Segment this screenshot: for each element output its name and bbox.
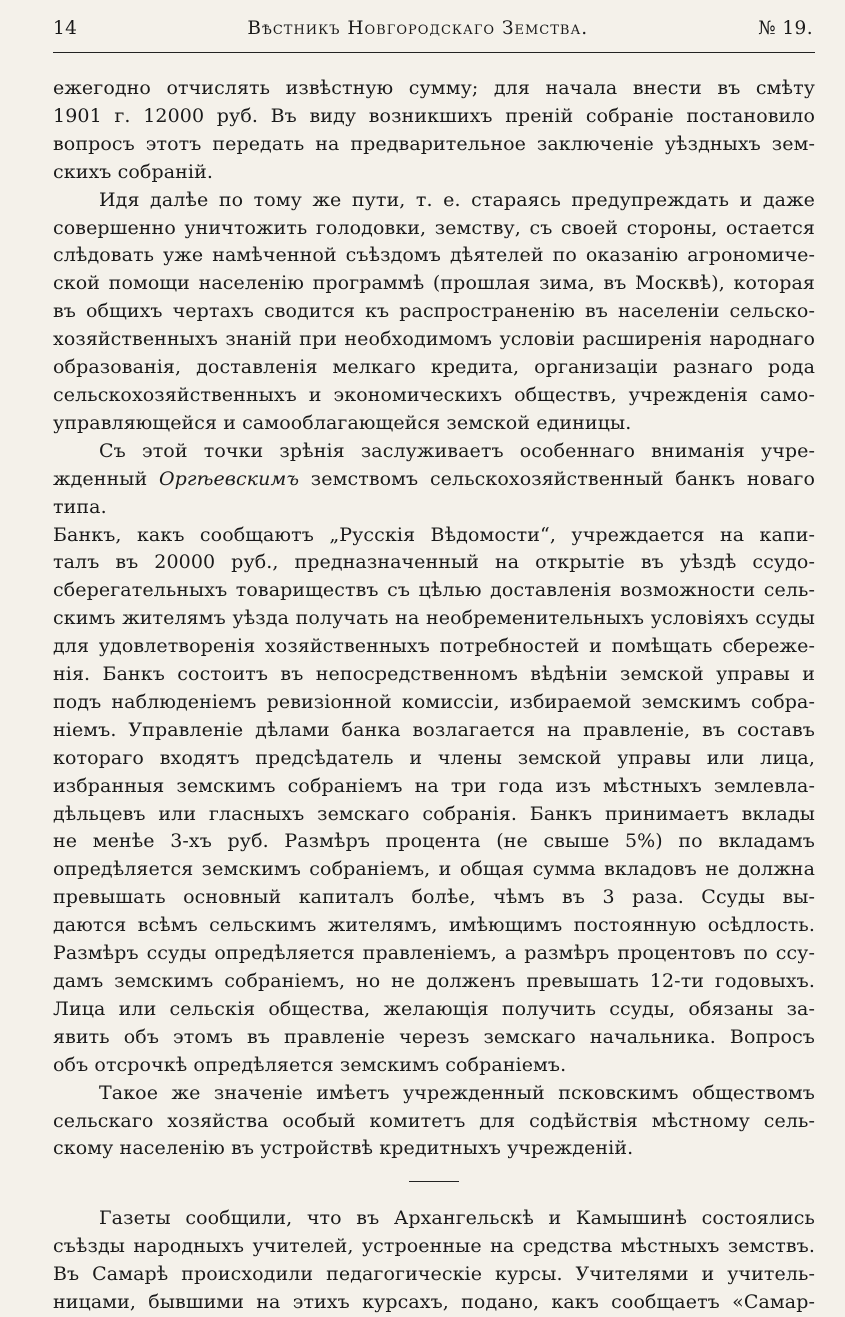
text-line: ской помощи населенію программѣ (прошлая зима, въ Москвѣ), которая <box>53 272 815 295</box>
italic-place-name: Оргѣевскимъ <box>158 467 300 490</box>
article-body <box>53 75 815 1317</box>
journal-title: Вѣстникъ Новгородскаго Земства. <box>247 18 589 39</box>
text-line: не менѣе 3-хъ руб. Размѣръ процента (не свыше 5%) по вкладамъ <box>53 830 815 853</box>
text-line: ницами, бывшими на этихъ курсахъ, подано, какъ сообщаетъ «Самар- <box>53 1291 815 1314</box>
text-line: вопросъ этотъ передать на предварительное заключеніе уѣздныхъ зем- <box>53 132 815 155</box>
text-line: котораго входятъ предсѣдатель и члены земской управы или лица, <box>53 746 815 769</box>
text-line: сельскохозяйственныхъ и экономическихъ обществъ, учрежденія само- <box>53 383 815 406</box>
text-line: въ общихъ чертахъ сводится къ распространенію въ населеніи сельско- <box>53 300 815 323</box>
text-line: съѣзды народныхъ учителей, устроенные на средства мѣстныхъ земствъ. <box>53 1235 815 1258</box>
text-line: явить объ этомъ въ правленіе черезъ земскаго начальника. Вопросъ <box>53 1025 815 1048</box>
section-separator <box>53 1167 815 1195</box>
text-line: сельскаго хозяйства особый комитетъ для содѣйствія мѣстному сель- <box>53 1109 815 1132</box>
text-line: Съ этой точки зрѣнія заслуживаетъ особеннаго вниманія учре- <box>99 439 815 462</box>
text-line: опредѣляется земскимъ собраніемъ, и общая сумма вкладовъ не должна <box>53 858 815 881</box>
text-line: дѣльцевъ или гласныхъ земскаго собранія. Банкъ принимаетъ вклады <box>53 802 815 825</box>
text-line: превышать основный капиталъ болѣе, чѣмъ въ 3 раза. Ссуды вы- <box>53 886 815 909</box>
text-line: скимъ жителямъ уѣзда получать на необременительныхъ условіяхъ ссуды <box>53 607 815 630</box>
issue-number: № 19. <box>758 18 813 39</box>
text-line: Размѣръ ссуды опредѣляется правленіемъ, а размѣръ процентовъ по ссу- <box>53 942 815 965</box>
text-line: дамъ земскимъ собраніемъ, но не долженъ превышать 12-ти годовыхъ. <box>53 970 815 992</box>
text-line: сберегательныхъ товариществъ съ цѣлью доставленія возможности сель- <box>53 579 815 602</box>
text-line: Въ Самарѣ происходили педагогическіе курсы. Учителями и учитель- <box>53 1263 815 1286</box>
text-line: скихъ собраній. <box>53 160 213 183</box>
text-line: для удовлетворенія хозяйственныхъ потребностей и помѣщать сбереже- <box>53 635 815 658</box>
text-line: избранныя земскимъ собраніемъ на три года изъ мѣстныхъ землевла- <box>53 774 815 797</box>
text-line: подъ наблюденіемъ ревизіонной комиссіи, избираемой земскимъ собра- <box>53 690 815 713</box>
text-line: Такое же значеніе имѣетъ учрежденный псковскимъ обществомъ <box>99 1081 815 1104</box>
text-line: объ отсрочкѣ опредѣляется земскимъ собраніемъ. <box>53 1053 567 1076</box>
text-line: даются всѣмъ сельскимъ жителямъ, имѣющимъ постоянную осѣдлость. <box>53 914 815 937</box>
text-line: Банкъ, какъ сообщаютъ „Русскія Вѣдомости“, учреждается на капи- <box>53 523 815 546</box>
text-fragment: земствомъ сельскохозяйственный банкъ новаго типа. <box>53 467 815 518</box>
text-line: Лица или сельскія общества, желающія получить ссуды, обязаны за- <box>53 997 815 1020</box>
text-line: ніемъ. Управленіе дѣлами банка возлагается на правленіе, въ составъ <box>53 718 815 741</box>
text-line <box>53 466 815 522</box>
text-fragment: жденный <box>53 467 148 490</box>
text-line: 1901 г. 12000 руб. Въ виду возникшихъ преній собраніе постановило <box>53 104 815 127</box>
separator-rule <box>409 1181 459 1182</box>
text-line: скому населенію въ устройствѣ кредитныхъ учрежденій. <box>53 1137 634 1160</box>
text-line: совершенно уничтожить голодовки, земству, съ своей стороны, остается <box>53 216 815 239</box>
text-line: слѣдовать уже намѣченной съѣздомъ дѣятелей по оказанію агрономиче- <box>53 244 815 267</box>
running-header <box>53 18 815 48</box>
text-line: талъ въ 20000 руб., предназначенный на открытіе въ уѣздѣ ссудо- <box>53 551 815 574</box>
text-line: образованія, доставленія мелкаго кредита, организаціи разнаго рода <box>53 356 815 379</box>
page-number: 14 <box>53 18 78 39</box>
text-line: хозяйственныхъ знаній при необходимомъ условіи расширенія народнаго <box>53 328 815 351</box>
text-line: Идя далѣе по тому же пути, т. е. стараясь предупреждать и даже <box>99 188 815 211</box>
text-line: нія. Банкъ состоитъ въ непосредственномъ вѣдѣніи земской управы и <box>53 663 815 686</box>
header-rule <box>53 52 815 53</box>
text-line: ежегодно отчислять извѣстную сумму; для начала внести въ смѣту <box>53 77 815 99</box>
text-line: управляющейся и самооблагающейся земской единицы. <box>53 411 632 434</box>
text-line: Газеты сообщили, что въ Архангельскѣ и Камышинѣ состоялись <box>99 1207 815 1230</box>
